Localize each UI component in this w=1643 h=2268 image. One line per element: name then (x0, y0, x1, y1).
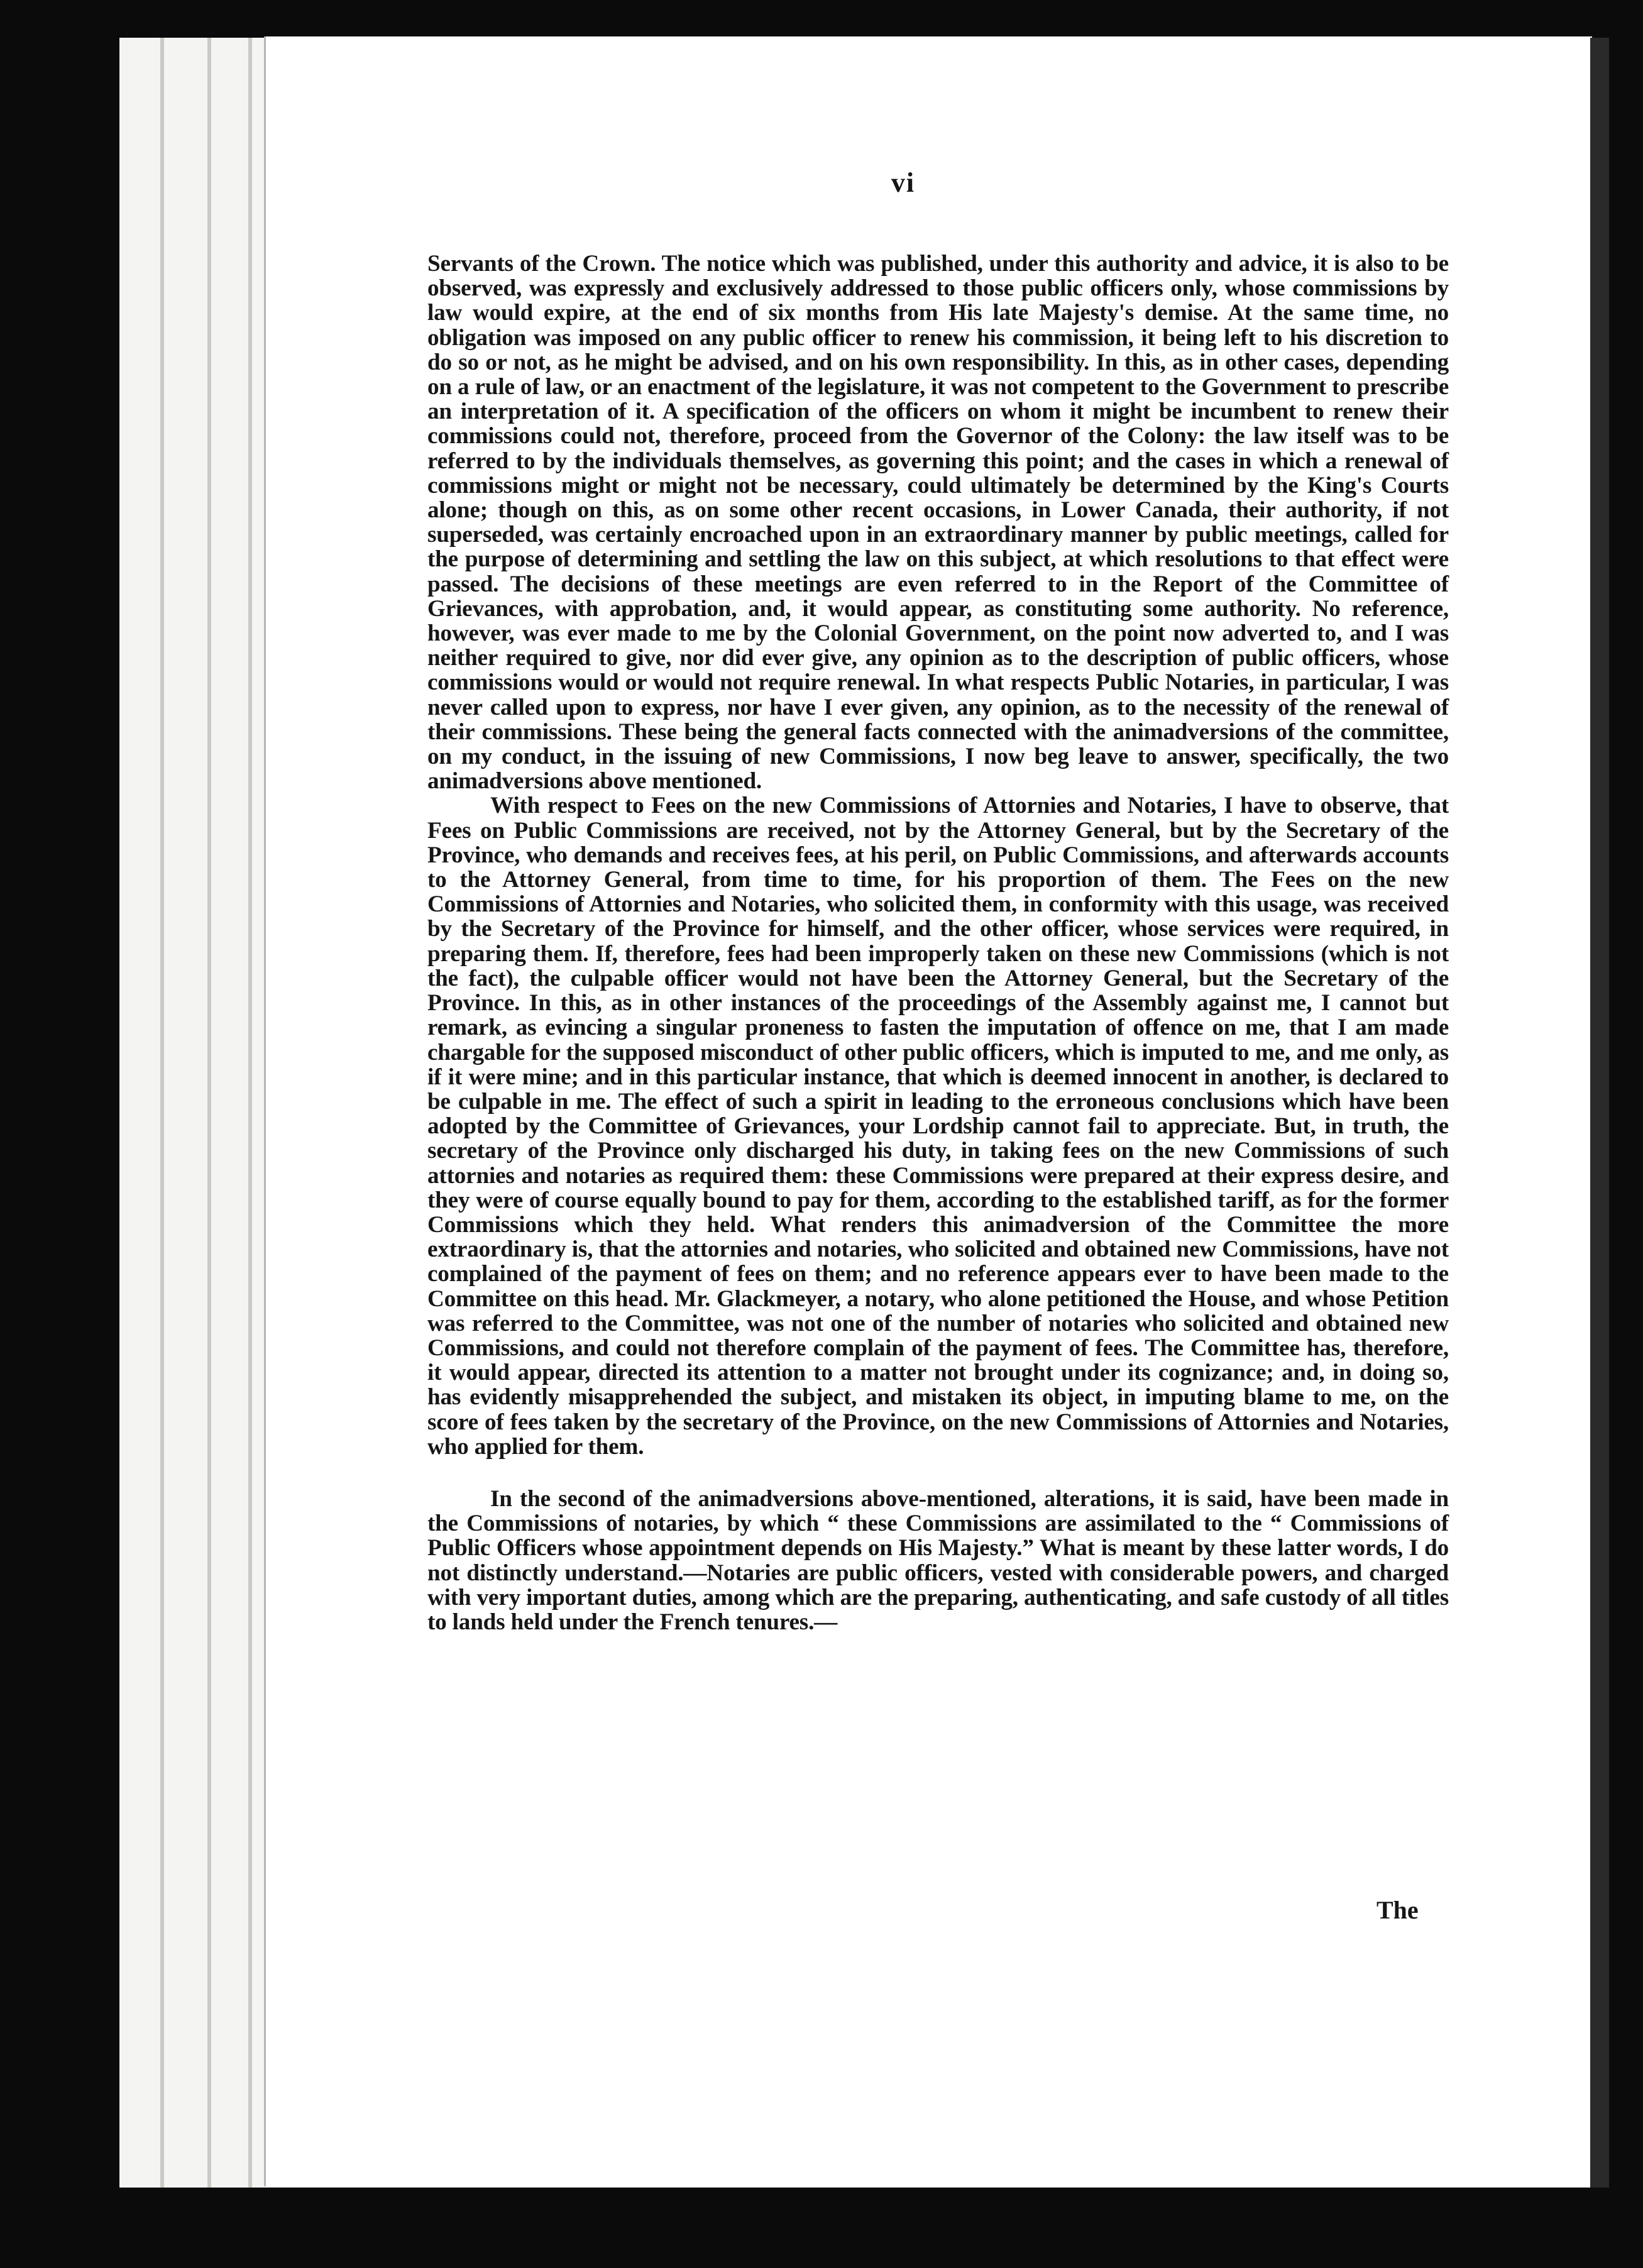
page-edge (160, 38, 164, 2188)
paragraph: Servants of the Crown. The notice which was published, under this authority and advice, it is also to be observed, was expressly and exclusively addressed to those public officers only, whose commissions by law would expire, at the end of six months from His late Majesty's demise. At the same time, no obligation was imposed on any public officer to renew his commission, it being left to his discretion to do so or not, as he might be advised, and on his own responsibility. In this, as in other cases, depending on a rule of law, or an enactment of the legislature, it was not competent to the Government to prescribe an interpretation of it. A specification of the officers on whom it might be incumbent to renew their commissions could not, therefore, proceed from the Governor of the Colony: the law itself was to be referred to by the individuals themselves, as governing this point; and the cases in which a renewal of commissions might or might not be necessary, could ultimately be determined by the King's Courts alone; though on this, as on some other recent occasions, in Lower Canada, their authority, if not superseded, was certainly encroached upon in an extraordinary manner by public meetings, called for the purpose of determining and settling the law on this subject, at which resolutions to that effect were passed. The decisions of these meetings are even referred to in the Report of the Committee of Grievances, with approbation, and, it would appear, as constituting some authority. No reference, however, was ever made to me by the Colonial Government, on the point now adverted to, and I was neither required to give, nor did ever give, any opinion as to the description of public officers, whose commissions would or would not require renewal. In what respects Public Notaries, in particular, I was never called upon to express, nor have I ever given, any opinion, as to the necessity of the renewal of their commissions. These being the general facts connected with the animadversions of the committee, on my conduct, in the issuing of new Commissions, I now beg leave to answer, specifically, the two animadversions above mentioned. (427, 251, 1449, 795)
right-page-edge (1590, 38, 1609, 2188)
page-number: vi (891, 167, 916, 198)
page-edge (248, 38, 252, 2188)
page-edge (207, 38, 211, 2188)
paragraph: In the second of the animadversions above-mentioned, alterations, it is said, have been made in the Commissions of notaries, by which “ these Commissions are assimilated to the “ Commissions of Public Officers whose appointment depends on His Majesty.” What is meant by these latter words, I do not distinctly understand.—Notaries are public officers, vested with considerable powers, and charged with very important duties, among which are the preparing, authenticating, and safe custody of all titles to lands held under the French tenures.— (427, 1485, 1449, 1635)
paragraph: With respect to Fees on the new Commissions of Attornies and Notaries, I have to observe, that Fees on Public Commissions are received, not by the Attorney General, but by the Secretary of the Province, who demands and receives fees, at his peril, on Public Commissions, and afterwards accounts to the Attorney General, from time to time, for his proportion of them. The Fees on the new Commissions of Attornies and Notaries, who solicited them, in conformity with this usage, was received by the Secretary of the Province for himself, and the other officer, whose services were required, in preparing them. If, therefore, fees had been improperly taken on these new Commissions (which is not the fact), the culpable officer would not have been the Attorney General, but the Secretary of the Province. In this, as in other instances of the proceedings of the Assembly against me, I cannot but remark, as evincing a singular proneness to fasten the imputation of offence on me, that I am made chargable for the supposed misconduct of other public officers, which is imputed to me, and me only, as if it were mine; and in this particular instance, that which is deemed innocent in another, is declared to be culpable in me. The effect of such a spirit in leading to the erroneous conclusions which have been adopted by the Committee of Grievances, your Lordship cannot fail to appreciate. But, in truth, the secretary of the Province only discharged his duty, in taking fees on the new Commissions of such attornies and notaries as required them: these Commissions were prepared at their express desire, and they were of course equally bound to pay for them, according to the established tariff, as for the former Commissions which they held. What renders this animadversion of the Committee the more extraordinary is, that the attornies and notaries, who solicited and obtained new Commissions, have not complained of the payment of fees on them; and no reference appears ever to have been made to the Committee on this head. Mr. Glackmeyer, a notary, who alone petitioned the House, and whose Petition was referred to the Committee, was not one of the number of notaries who solicited and obtained new Commissions, and could not therefore complain of the payment of fees. The Committee has, therefore, it would appear, directed its attention to a matter not brought under its cognizance; and, in doing so, has evidently misapprehended the subject, and mistaken its object, in imputing blame to me, on the score of fees taken by the secretary of the Province, on the new Commissions of Attornies and Notaries, who applied for them. (427, 793, 1449, 1460)
page-body (427, 251, 1449, 1634)
catchword: The (1376, 1896, 1419, 1924)
